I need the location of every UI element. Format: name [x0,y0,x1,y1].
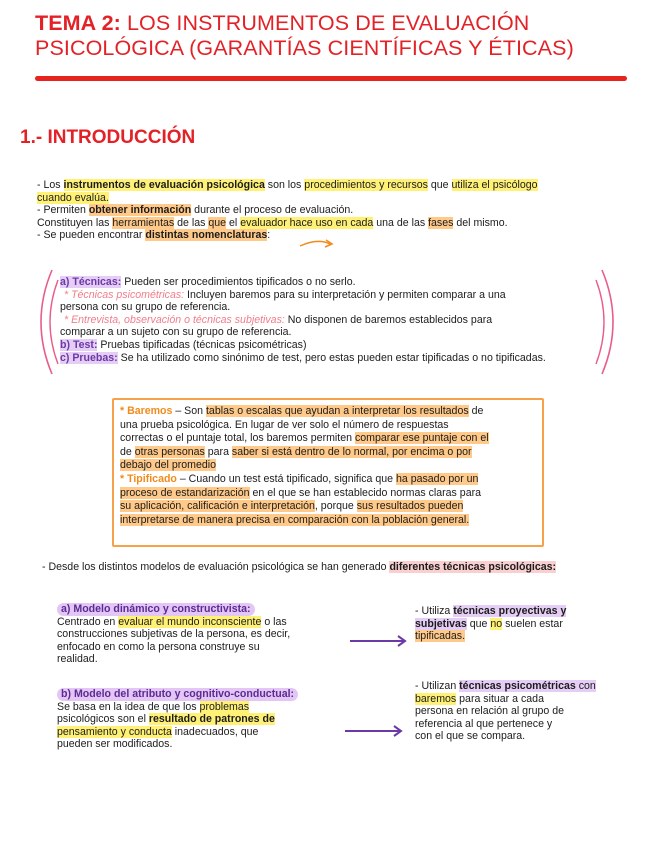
m2-line-2: psicológicos son el resultado de patrones de [57,713,275,726]
m1-line-1: Centrado en evaluar el mundo inconsciente o las [57,615,287,628]
baremos-line-4: de otras personas para saber si está dentro de lo normal, por encima o por [120,445,472,458]
modelo-atributo [57,688,357,751]
title-line2: PSICOLÓGICA (GARANTÍAS CIENTÍFICAS Y ÉTICAS) [35,36,574,60]
section-heading: 1.- INTRODUCCIÓN [20,127,196,148]
item-test: b) Test: Pruebas tipificadas (técnicas psicométricas) [60,338,307,351]
item-psicometricas: * Técnicas psicométricas: Incluyen baremos para su interpretación y permiten comparar a una [64,288,506,301]
r2-line-4: referencia al que pertenece y [415,717,553,730]
intro-line-2: cuando evalúa. [37,191,109,204]
intro-line-1: - Los instrumentos de evaluación psicológica son los procedimientos y recursos que utiliza el psicólogo [37,179,538,191]
baremos-line-1: * Baremos – Son tablas o escalas que ayudan a interpretar los resultados de [120,405,484,417]
modelo-atributo-title: b) Modelo del atributo y cognitivo-conductual: [57,688,298,701]
tipificado-line-4: interpretarse de manera precisa en comparación con la población general. [120,513,470,526]
baremos-line-2: una prueba psicológica. En lugar de ver solo el número de respuestas [120,418,449,431]
modelo-dinamico-title: a) Modelo dinámico y constructivista: [57,603,255,616]
r2-line-2: baremos para situar a cada [415,692,544,705]
nomenclaturas-block [60,276,605,364]
m1-line-4: realidad. [57,653,98,666]
baremos-line-3: correctas o el puntaje total, los baremos permiten comparar ese puntaje con el [120,432,489,445]
m1-line-3: enfocado en como la persona construye su [57,640,260,653]
item-entrevista-cont: comparar a un sujeto con su grupo de referencia. [60,326,292,339]
item-entrevista: * Entrevista, observación o técnicas subjetivas: No disponen de baremos establecidos para [64,313,493,326]
tecnicas-psicometricas [415,680,630,743]
r1-line-2: subjetivas que no suelen estar [415,617,563,630]
left-paren-inner [50,280,58,364]
r1-line-3: tipificadas. [415,630,466,643]
tipificado-line-3: su aplicación, calificación e interpretación, porque sus resultados pueden [120,500,464,513]
intro-line-5: - Se pueden encontrar distintas nomenclaturas: [37,229,271,242]
modelo-dinamico [57,603,357,666]
item-tecnicas: a) Técnicas: Pueden ser procedimientos tipificados o no serlo. [60,276,356,288]
r2-line-3: persona en relación al grupo de [415,705,565,718]
item-psicometricas-cont: persona con su grupo de referencia. [60,301,231,314]
m2-line-1: Se basa en la idea de que los problemas [57,700,250,713]
r2-line-5: con el que se compara. [415,730,526,743]
title-bold: TEMA 2: [35,11,121,35]
item-pruebas: c) Pruebas: Se ha utilizado como sinónimo de test, pero estas pueden estar tipificadas o no tipificadas. [60,351,546,364]
r2-line-1: - Utilizan técnicas psicométricas con [415,680,596,692]
title-rest: LOS INSTRUMENTOS DE EVALUACIÓN [120,11,530,35]
m1-line-2: construcciones subjetivas de la persona, es decir, [57,628,291,641]
baremos-line-5: debajo del promedio [120,459,217,472]
definitions-text [120,405,536,527]
intro-line-4: Constituyen las herramientas de las que el evaluador hace uso en cada una de las fases del mismo. [37,216,508,229]
m2-line-4: pueden ser modificados. [57,738,173,751]
r1-line-1: - Utiliza técnicas proyectivas y [415,605,567,617]
tipificado-line-2: proceso de estandarización en el que se han establecido normas claras para [120,486,482,499]
m2-line-3: pensamiento y conducta inadecuados, que [57,725,259,738]
intro-line-3: - Permiten obtener información durante el proceso de evaluación. [37,204,354,217]
tecnicas-proyectivas [415,605,625,643]
tipificado-line-1: * Tipificado – Cuando un test está tipificado, significa que ha pasado por un [120,472,479,485]
modelos-intro: - Desde los distintos modelos de evaluación psicológica se han generado diferentes técnicas psicológicas: [42,561,557,573]
